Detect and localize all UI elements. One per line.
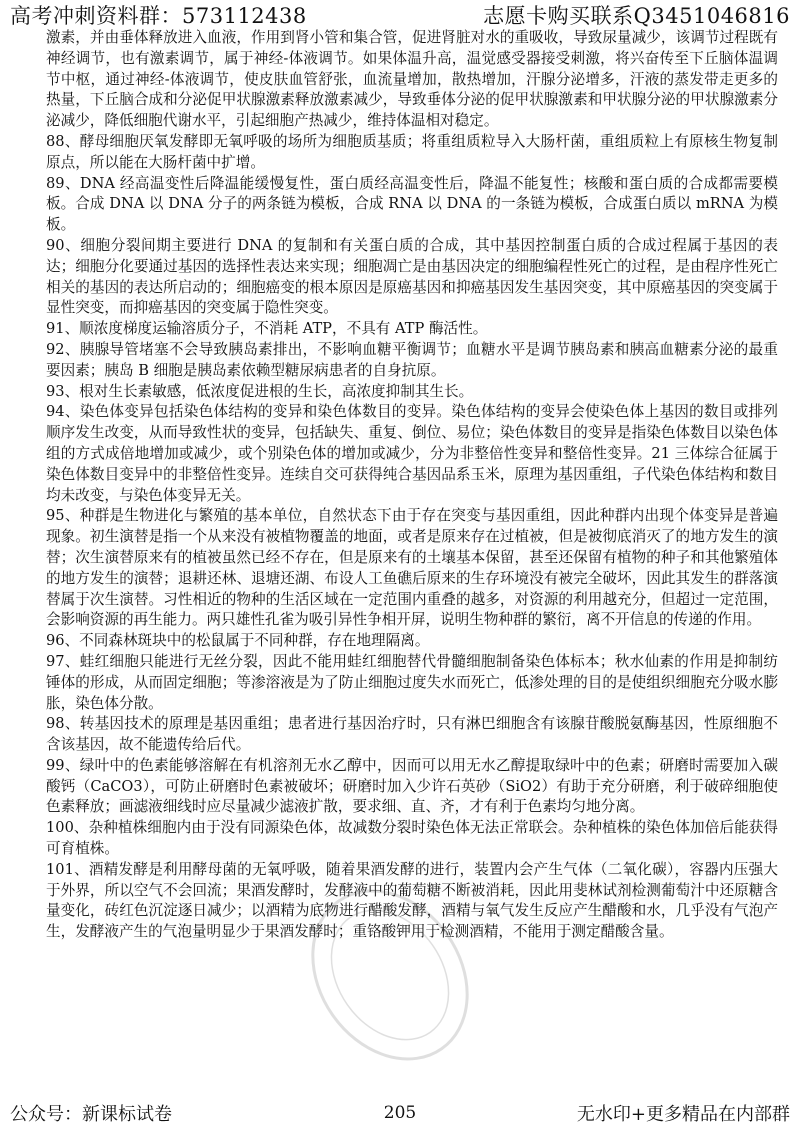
paragraph: 97、蛙红细胞只能进行无丝分裂，因此不能用蛙红细胞替代骨髓细胞制备染色体标本；秋水仙素的作用是抑制纺锤体的形成，从而固定细胞；等渗溶液是为了防止细胞过度失水而死亡，低渗处理的目的是使组织细胞充分吸水膨胀，染色体分散。 xyxy=(46,652,778,712)
footer-promo: 无水印+更多精品在内部群 xyxy=(576,1104,790,1125)
paragraph: 93、根对生长素敏感，低浓度促进根的生长，高浓度抑制其生长。 xyxy=(46,382,474,400)
document-body xyxy=(46,28,778,943)
paragraph: 92、胰腺导管堵塞不会导致胰岛素排出，不影响血糖平衡调节；血糖水平是调节胰岛素和胰高血糖素分泌的最重要因素；胰岛 B 细胞是胰岛素依赖型糖尿病患者的自身抗原。 xyxy=(46,340,778,379)
paragraph: 91、顺浓度梯度运输溶质分子，不消耗 ATP，不具有 ATP 酶活性。 xyxy=(46,320,488,338)
footer-public-account: 公众号：新课标试卷 xyxy=(10,1104,172,1125)
paragraph: 94、染色体变异包括染色体结构的变异和染色体数目的变异。染色体结构的变异会使染色体上基因的数目或排列顺序发生改变，从而导致性状的变异，包括缺失、重复、倒位、易位；染色体数目的变异是指染色体数目以染色体组的方式成倍地增加或减少，或个别染色体的增加或减少，分为非整倍性变异和整倍性变异。21 三体综合征属于染色体数目变异中的非整倍性变异。连续自交可获得纯合基因品系玉米，原理为基因重组，子代染色体结构和数目均未改变，与染色体变异无关。 xyxy=(46,403,778,504)
paragraph: 90、细胞分裂间期主要进行 DNA 的复制和有关蛋白质的合成，其中基因控制蛋白质的合成过程属于基因的表达；细胞分化要通过基因的选择性表达来实现；细胞凋亡是由基因决定的细胞编程性死亡的过程，是由程序性死亡相关的基因的表达所启动的；细胞癌变的根本原因是原癌基因和抑癌基因发生基因突变，其中原癌基因的突变属于显性突变，而抑癌基因的突变属于隐性突变。 xyxy=(46,236,778,317)
paragraph: 98、转基因技术的原理是基因重组；患者进行基因治疗时，只有淋巴细胞含有该腺苷酸脱氨酶基因，性原细胞不含该基因，故不能遗传给后代。 xyxy=(46,715,778,754)
paragraph: 88、酵母细胞厌氧发酵即无氧呼吸的场所为细胞质基质；将重组质粒导入大肠杆菌，重组质粒上有原核生物复制原点，所以能在大肠杆菌中扩增。 xyxy=(46,132,778,171)
header-group-info: 高考冲刺资料群：573112438 xyxy=(10,4,307,28)
paragraph: 101、酒精发酵是利用酵母菌的无氧呼吸，随着果酒发酵的进行，装置内会产生气体（二氧化碳），容器内压强大于外界，所以空气不会回流；果酒发酵时，发酵液中的葡萄糖不断被消耗，因此用斐林试剂检测葡萄汁中还原糖含量变化，砖红色沉淀逐日减少；以酒精为底物进行醋酸发酵，酒精与氧气发生反应产生醋酸和水，几乎没有气泡产生，发酵液产生的气泡量明显少于果酒发酵时；重铬酸钾用于检测酒精，不能用于测定醋酸含量。 xyxy=(46,860,778,941)
page-number: 205 xyxy=(383,1103,417,1123)
paragraph: 89、DNA 经高温变性后降温能缓慢复性，蛋白质经高温变性后，降温不能复性；核酸和蛋白质的合成都需要模板。合成 DNA 以 DNA 分子的两条链为模板，合成 RNA 以 DNA 的一条链为模板，合成蛋白质以 mRNA 为模板。 xyxy=(46,174,778,234)
header-contact-info: 志愿卡购买联系Q3451046816 xyxy=(483,4,790,28)
paragraph: 96、不同森林斑块中的松鼠属于不同种群，存在地理隔离。 xyxy=(46,632,430,650)
page-footer xyxy=(10,1099,790,1127)
paragraph: 95、种群是生物进化与繁殖的基本单位，自然状态下由于存在突变与基因重组，因此种群内出现个体变异是普遍现象。初生演替是指一个从来没有被植物覆盖的地面，或者是原来存在过植被，但是被彻底消灭了的地方发生的演替；次生演替原来有的植被虽然已经不存在，但是原来有的土壤基本保留，甚至还保留有植物的种子和其他繁殖体的地方发生的演替；退耕还林、退塘还湖、布设人工鱼礁后原来的生存环境没有被完全破坏，因此其发生的群落演替属于次生演替。习性相近的物种的生活区域在一定范围内重叠的越多，对资源的利用越充分，但超过一定范围，会影响资源的再生能力。两只雄性孔雀为吸引异性争相开屏，说明生物种群的繁衍，离不开信息的传递的作用。 xyxy=(46,507,778,629)
paragraph: 100、杂种植株细胞内由于没有同源染色体，故减数分裂时染色体无法正常联会。杂种植株的染色体加倍后能获得可育植株。 xyxy=(46,819,778,858)
paragraph: 激素，并由垂体释放进入血液，作用到肾小管和集合管，促进肾脏对水的重吸收，导致尿量减少，该调节过程既有神经调节，也有激素调节，属于神经-体液调节。如果体温升高，温觉感受器接受刺激，将兴奋传至下丘脑体温调节中枢，通过神经-体液调节，使皮肤血管舒张，血流量增加，散热增加，汗腺分泌增多，汗液的蒸发带走更多的热量，下丘脑合成和分泌促甲状腺激素释放激素减少，导致垂体分泌的促甲状腺激素和甲状腺分泌的甲状腺激素分泌减少，降低细胞代谢水平，引起细胞产热减少，维持体温相对稳定。 xyxy=(46,29,778,130)
paragraph: 99、绿叶中的色素能够溶解在有机溶剂无水乙醇中，因而可以用无水乙醇提取绿叶中的色素；研磨时需要加入碳酸钙（CaCO3），可防止研磨时色素被破坏；研磨时加入少许石英砂（SiO2）有助于充分研磨，利于破碎细胞使色素释放；画滤液细线时应尽量减少滤液扩散，要求细、直、齐，才有利于色素均匀地分离。 xyxy=(46,756,778,816)
page-header xyxy=(10,0,790,30)
